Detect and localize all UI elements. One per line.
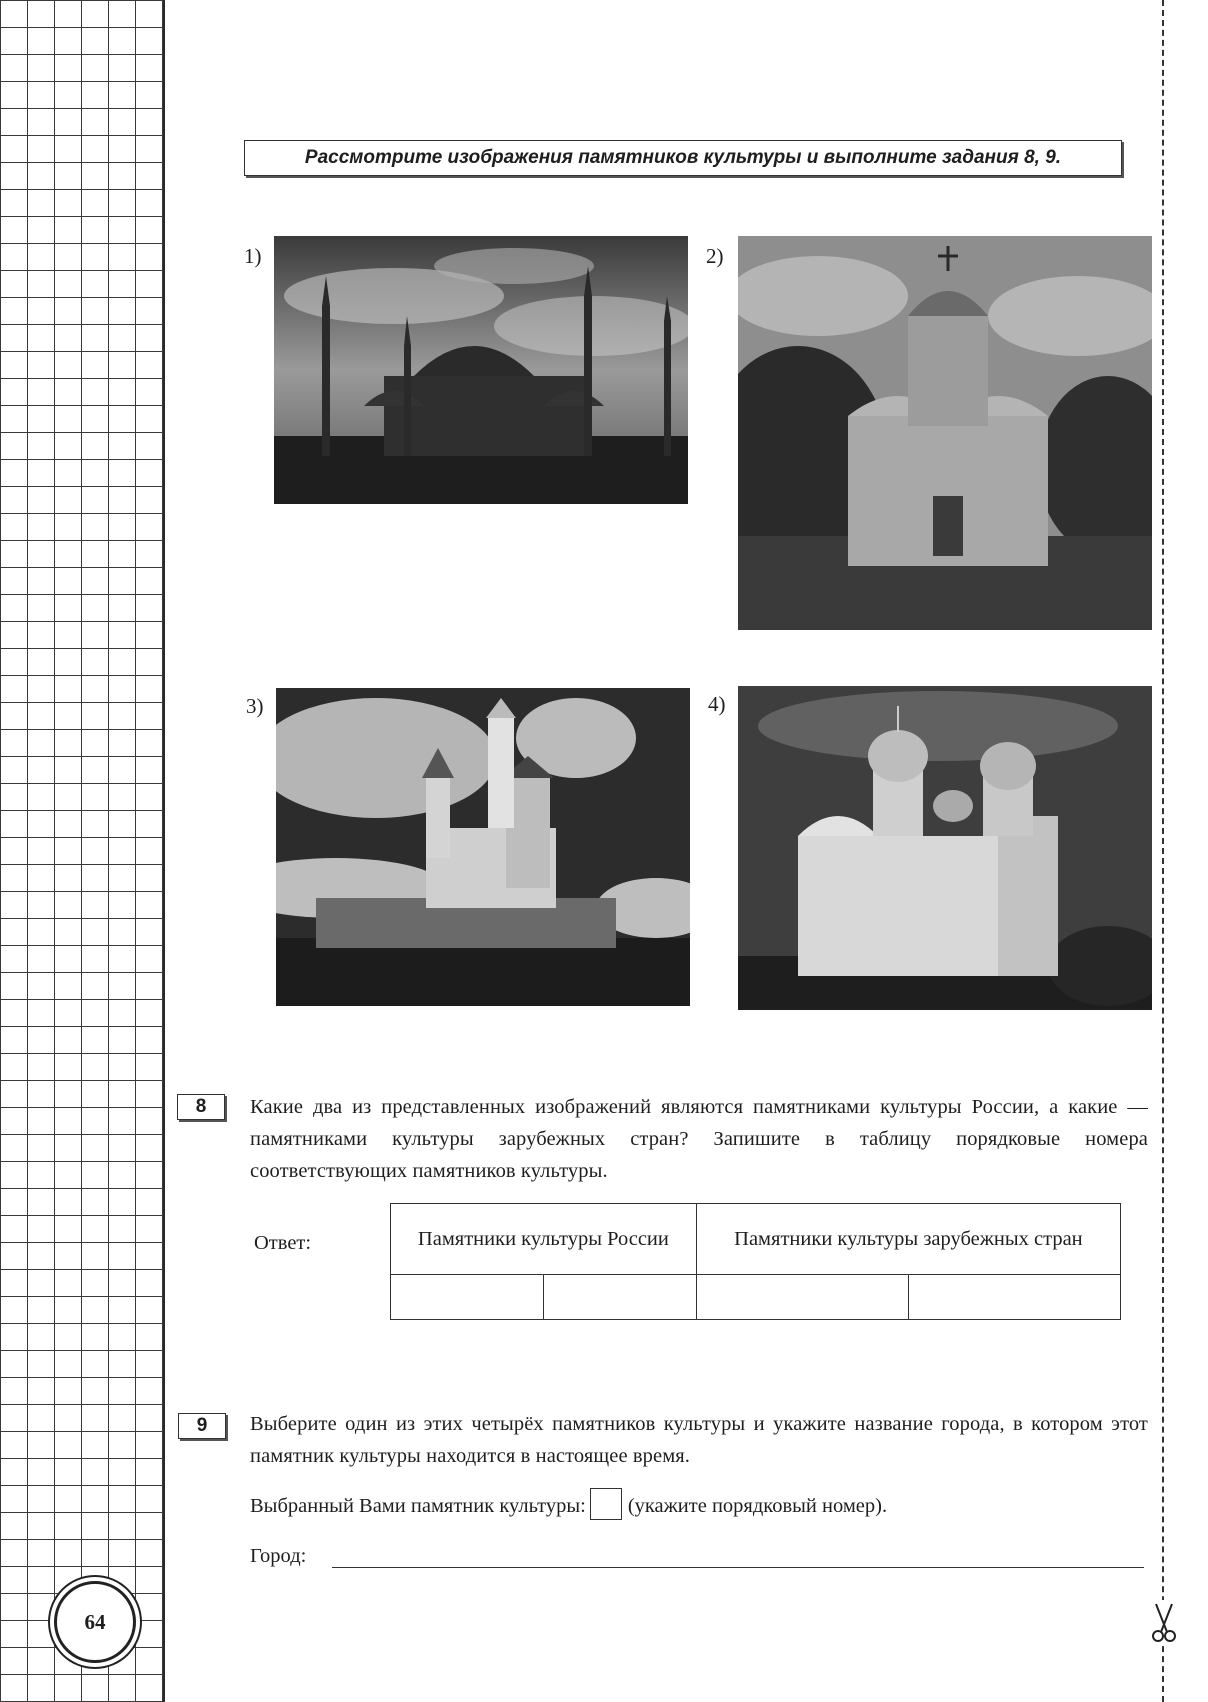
city-input-line[interactable] <box>332 1567 1144 1568</box>
chosen-label: Выбранный Вами памятник культуры: <box>250 1495 586 1517</box>
answer-table <box>390 1203 1121 1320</box>
image-3-photo <box>276 688 690 1006</box>
answer-cell-foreign-1[interactable] <box>696 1275 908 1320</box>
chosen-monument-line <box>250 1488 887 1520</box>
instruction-box <box>244 140 1122 176</box>
task-8-text: Какие два из представленных изображений являются памятниками культуры России, а какие — памятниками культуры зарубежных стран? Запишите в таблицу порядковые номера соответствующих памятников культуры. <box>250 1096 1148 1182</box>
scissors-icon <box>1150 1600 1178 1644</box>
image-3-label: 3) <box>246 694 264 718</box>
task-8-number: 8 <box>177 1094 225 1120</box>
city-label: Город: <box>250 1545 307 1567</box>
image-4-label: 4) <box>708 692 726 716</box>
image-2-label: 2) <box>706 244 724 268</box>
task-9-number: 9 <box>178 1413 226 1439</box>
grid-margin-edge <box>163 0 165 1702</box>
image-1-photo <box>274 236 688 504</box>
col-russia-header: Памятники культуры России <box>391 1204 697 1275</box>
answer-label: Ответ: <box>254 1232 312 1254</box>
image-2-photo <box>738 236 1152 630</box>
answer-cell-russia-2[interactable] <box>543 1275 696 1320</box>
page-number: 64 <box>54 1581 136 1663</box>
image-4-photo <box>738 686 1152 1010</box>
cut-line <box>1162 0 1164 1702</box>
grid-margin <box>0 0 163 1702</box>
chosen-number-box[interactable] <box>590 1488 622 1520</box>
answer-cell-foreign-2[interactable] <box>908 1275 1120 1320</box>
image-1-label: 1) <box>244 244 262 268</box>
answer-cell-russia-1[interactable] <box>391 1275 544 1320</box>
instruction-text: Рассмотрите изображения памятников культуры и выполните задания 8, 9. <box>304 147 1062 168</box>
chosen-hint: (укажите порядковый номер). <box>627 1495 888 1517</box>
col-foreign-header: Памятники культуры зарубежных стран <box>696 1204 1120 1275</box>
task-9-text: Выберите один из этих четырёх памятников культуры и укажите название города, в котором этот памятник культуры находится в настоящее время. <box>250 1413 1148 1467</box>
